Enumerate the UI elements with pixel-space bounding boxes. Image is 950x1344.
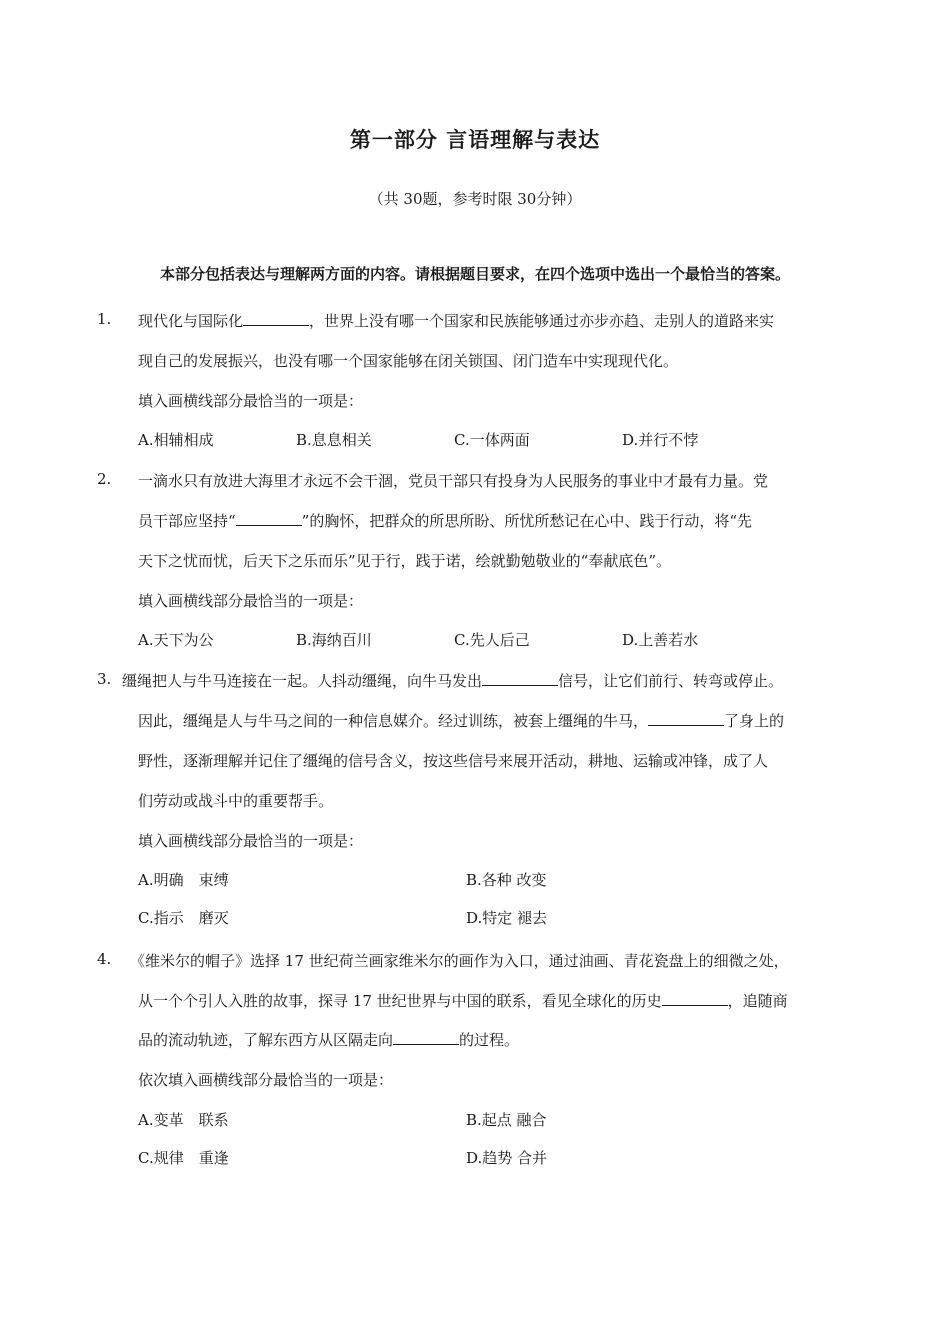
option-c[interactable]: C.先人后己	[454, 631, 530, 649]
option-a[interactable]: A.变革 联系	[138, 1111, 229, 1129]
answer-blank	[236, 511, 302, 526]
question-prompt: 依次填入画横线部分最恰当的一项是：	[138, 1071, 394, 1089]
text-fragment: ，追随商	[727, 992, 788, 1010]
section-subtitle: （共 30题，参考时限 30分钟）	[368, 190, 582, 208]
option-b[interactable]: B.各种 改变	[466, 871, 547, 889]
question-text-line: 现自己的发展振兴，也没有哪一个国家能够在闭关锁国、闭门造车中实现现代化。	[138, 352, 679, 370]
option-d[interactable]: D.上善若水	[622, 631, 699, 649]
text-fragment: ，世界上没有哪一个国家和民族能够通过亦步亦趋、走别人的道路来实	[309, 312, 775, 330]
text-fragment: ”的胸怀，把群众的所思所盼、所忧所愁记在心中、践于行动，将“先	[301, 512, 753, 530]
question-text-line: 们劳动或战斗中的重要帮手。	[138, 792, 334, 810]
question-number: 4.	[97, 950, 112, 968]
question-number: 2.	[97, 470, 112, 488]
question-number: 1.	[97, 310, 112, 328]
text-fragment: 因此，缰绳是人与牛马之间的一种信息媒介。经过训练，被套上缰绳的牛马，	[138, 712, 649, 730]
question-text-line	[138, 1029, 519, 1050]
text-fragment: 缰绳把人与牛马连接在一起。人抖动缰绳，向牛马发出	[122, 672, 483, 690]
option-d[interactable]: D.特定 褪去	[466, 909, 548, 927]
option-b[interactable]: B.息息相关	[296, 431, 372, 449]
question-text-line: 野性，逐渐理解并记住了缰绳的信号含义，按这些信号来展开活动，耕地、运输或冲锋，成了人	[138, 752, 769, 770]
text-fragment: 从一个个引人入胜的故事，探寻 17 世纪世界与中国的联系，看见全球化的历史	[138, 992, 662, 1010]
question-text-line	[138, 310, 774, 331]
question-prompt: 填入画横线部分最恰当的一项是：	[138, 592, 364, 610]
question-text-line: 《维米尔的帽子》选择 17 世纪荷兰画家维米尔的画作为入口，通过油画、青花瓷盘上的细微之处，	[130, 952, 789, 970]
question-number: 3.	[97, 670, 112, 688]
text-fragment: 的过程。	[459, 1031, 520, 1049]
question-prompt: 填入画横线部分最恰当的一项是：	[138, 832, 364, 850]
option-c[interactable]: C.指示 磨灭	[138, 909, 229, 927]
answer-blank	[662, 991, 728, 1006]
text-fragment: 现代化与国际化	[138, 312, 244, 330]
option-c[interactable]: C.规律 重逢	[138, 1149, 229, 1167]
option-b[interactable]: B.海纳百川	[296, 631, 372, 649]
question-text-line	[138, 990, 788, 1011]
answer-blank	[393, 1030, 459, 1045]
option-c[interactable]: C.一体两面	[454, 431, 530, 449]
option-a[interactable]: A.明确 束缚	[138, 871, 229, 889]
text-fragment: 了身上的	[724, 712, 785, 730]
section-instructions: 本部分包括表达与理解两方面的内容。请根据题目要求，在四个选项中选出一个最恰当的答案。	[159, 265, 790, 283]
question-text-line: 天下之忧而忧，后天下之乐而乐”见于行，践于诺，绘就勤勉敬业的“奉献底色”。	[138, 552, 672, 570]
answer-blank	[243, 311, 309, 326]
section-title: 第一部分 言语理解与表达	[349, 128, 601, 152]
answer-blank	[648, 711, 724, 726]
option-a[interactable]: A.相辅相成	[138, 431, 214, 449]
option-a[interactable]: A.天下为公	[138, 631, 214, 649]
option-d[interactable]: D.并行不悖	[622, 431, 699, 449]
option-d[interactable]: D.趋势 合并	[466, 1149, 548, 1167]
option-b[interactable]: B.起点 融合	[466, 1111, 547, 1129]
text-fragment: 员干部应坚持“	[138, 512, 236, 530]
question-text-line	[138, 510, 752, 531]
text-fragment: 品的流动轨迹，了解东西方从区隔走向	[138, 1031, 394, 1049]
text-fragment: 信号，让它们前行、转弯或停止。	[558, 672, 784, 690]
question-text-line: 一滴水只有放进大海里才永远不会干涸，党员干部只有投身为人民服务的事业中才最有力量。党	[138, 472, 769, 490]
question-text-line	[138, 710, 784, 731]
answer-blank	[482, 671, 558, 686]
question-prompt: 填入画横线部分最恰当的一项是：	[138, 392, 364, 410]
question-text-line	[122, 670, 783, 691]
